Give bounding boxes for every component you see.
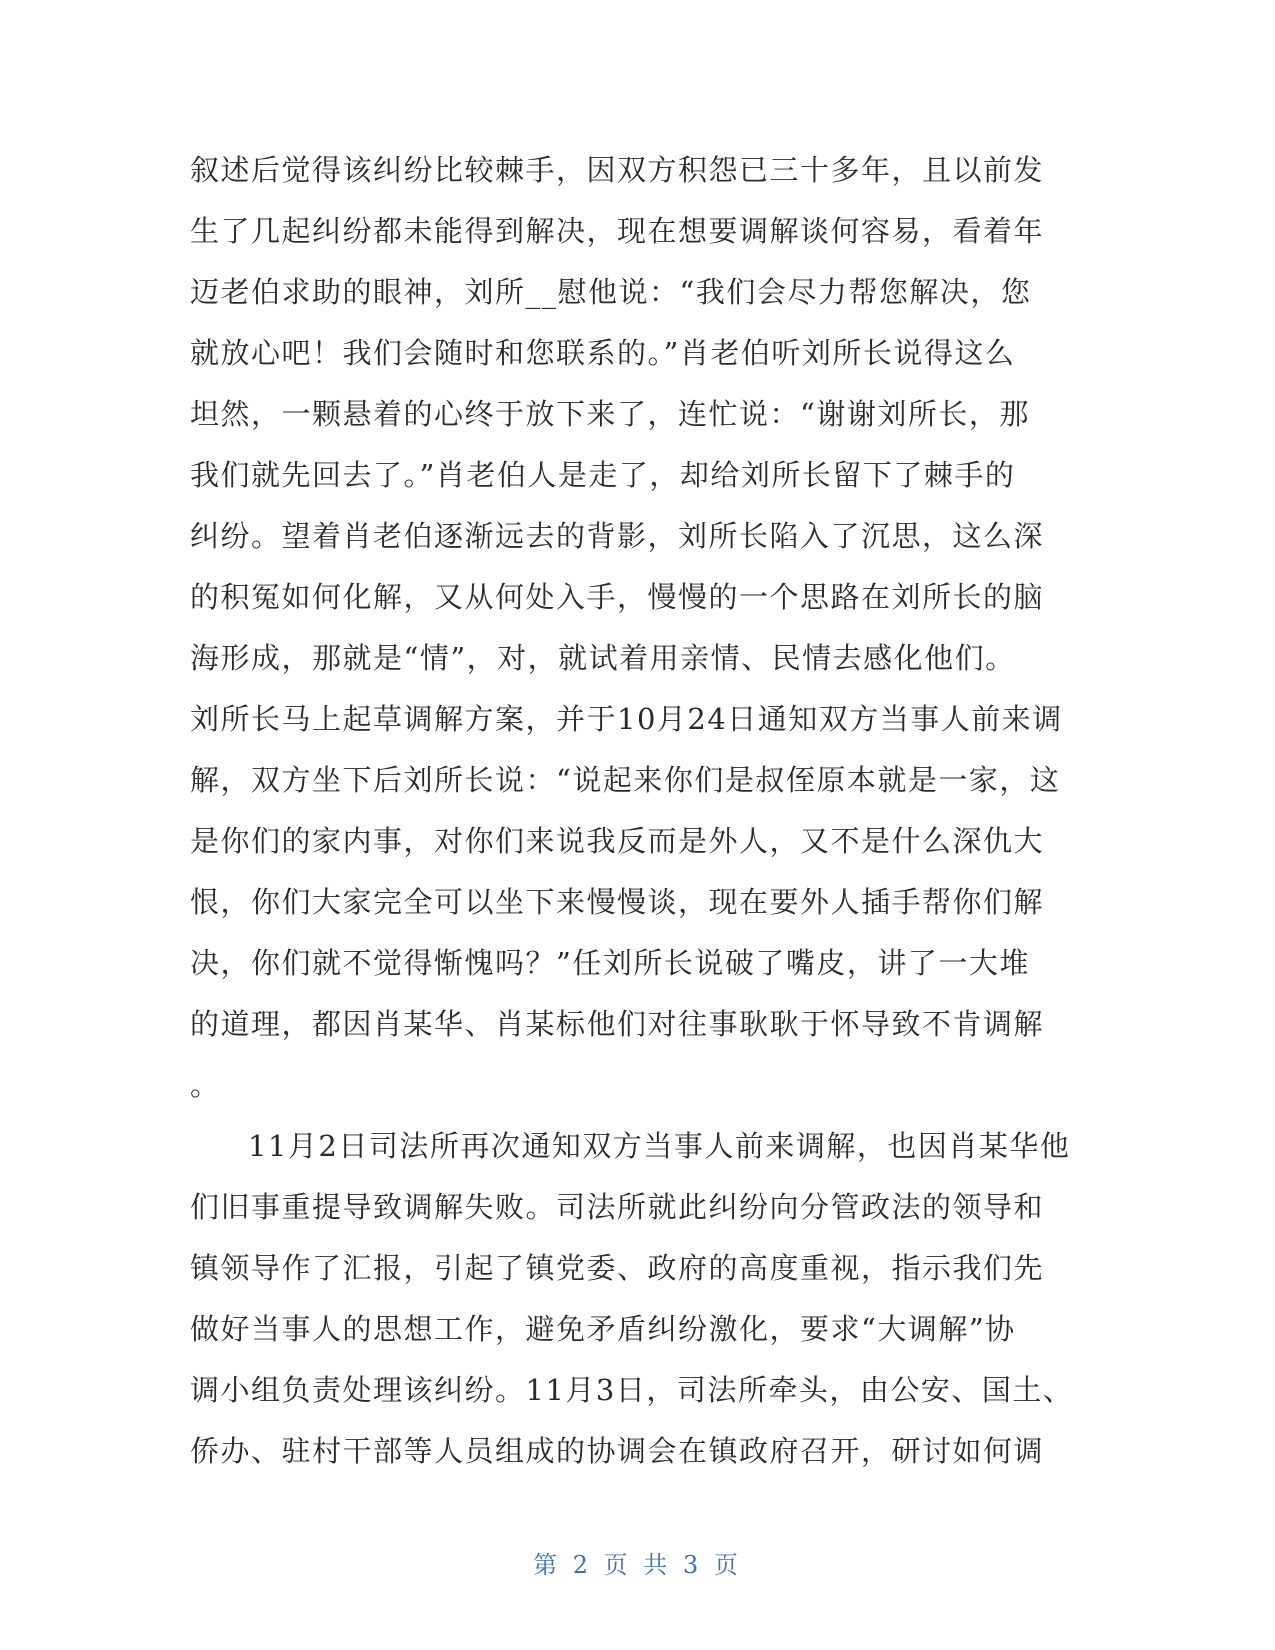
- text-line: 坦然，一颗悬着的心终于放下来了，连忙说：“谢谢刘所长，那: [190, 397, 1030, 431]
- text-line: 是你们的家内事，对你们来说我反而是外人，又不是什么深仇大: [190, 824, 1045, 858]
- text-line: 调小组负责处理该纠纷。11月3日，司法所牵头，由公安、国土、: [190, 1373, 1074, 1407]
- text-line: 迈老伯求助的眼神，刘所__慰他说：“我们会尽力帮您解决，您: [190, 275, 1032, 309]
- text-line: 纠纷。望着肖老伯逐渐远去的背影，刘所长陷入了沉思，这么深: [190, 519, 1045, 553]
- paragraph-start-line: 11月2日司法所再次通知双方当事人前来调解，也因肖某华他: [248, 1129, 1071, 1163]
- text-line: 叙述后觉得该纠纷比较棘手，因双方积怨已三十多年，且以前发: [190, 153, 1045, 187]
- text-line: 生了几起纠纷都未能得到解决，现在想要调解谈何容易，看着年: [190, 214, 1045, 248]
- text-line: 刘所长马上起草调解方案，并于10月24日通知双方当事人前来调: [190, 702, 1063, 736]
- text-line: 恨，你们大家完全可以坐下来慢慢谈，现在要外人插手帮你们解: [190, 885, 1045, 919]
- text-line: 的道理，都因肖某华、肖某标他们对往事耿耿于怀导致不肯调解: [190, 1007, 1045, 1041]
- text-line: 我们就先回去了。”肖老伯人是走了，却给刘所长留下了棘手的: [190, 458, 1016, 492]
- text-line: 。: [190, 1068, 221, 1102]
- text-line: 做好当事人的思想工作，避免矛盾纠纷激化，要求“大调解”协: [190, 1312, 1016, 1346]
- text-line: 的积冤如何化解，又从何处入手，慢慢的一个思路在刘所长的脑: [190, 580, 1045, 614]
- text-line: 决，你们就不觉得惭愧吗？”任刘所长说破了嘴皮，讲了一大堆: [190, 946, 1030, 980]
- text-line: 们旧事重提导致调解失败。司法所就此纠纷向分管政法的领导和: [190, 1190, 1045, 1224]
- document-body: [190, 140, 1074, 1482]
- text-line: 解，双方坐下后刘所长说：“说起来你们是叔侄原本就是一家，这: [190, 763, 1061, 797]
- text-line: 镇领导作了汇报，引起了镇党委、政府的高度重视，指示我们先: [190, 1251, 1045, 1285]
- text-line: 海形成，那就是“情”，对，就试着用亲情、民情去感化他们。: [190, 641, 1016, 675]
- text-line: 侨办、驻村干部等人员组成的协调会在镇政府召开，研讨如何调: [190, 1434, 1045, 1468]
- page-number-footer: 第 2 页 共 3 页: [533, 1551, 742, 1579]
- text-line: 就放心吧！我们会随时和您联系的。”肖老伯听刘所长说得这么: [190, 336, 1016, 370]
